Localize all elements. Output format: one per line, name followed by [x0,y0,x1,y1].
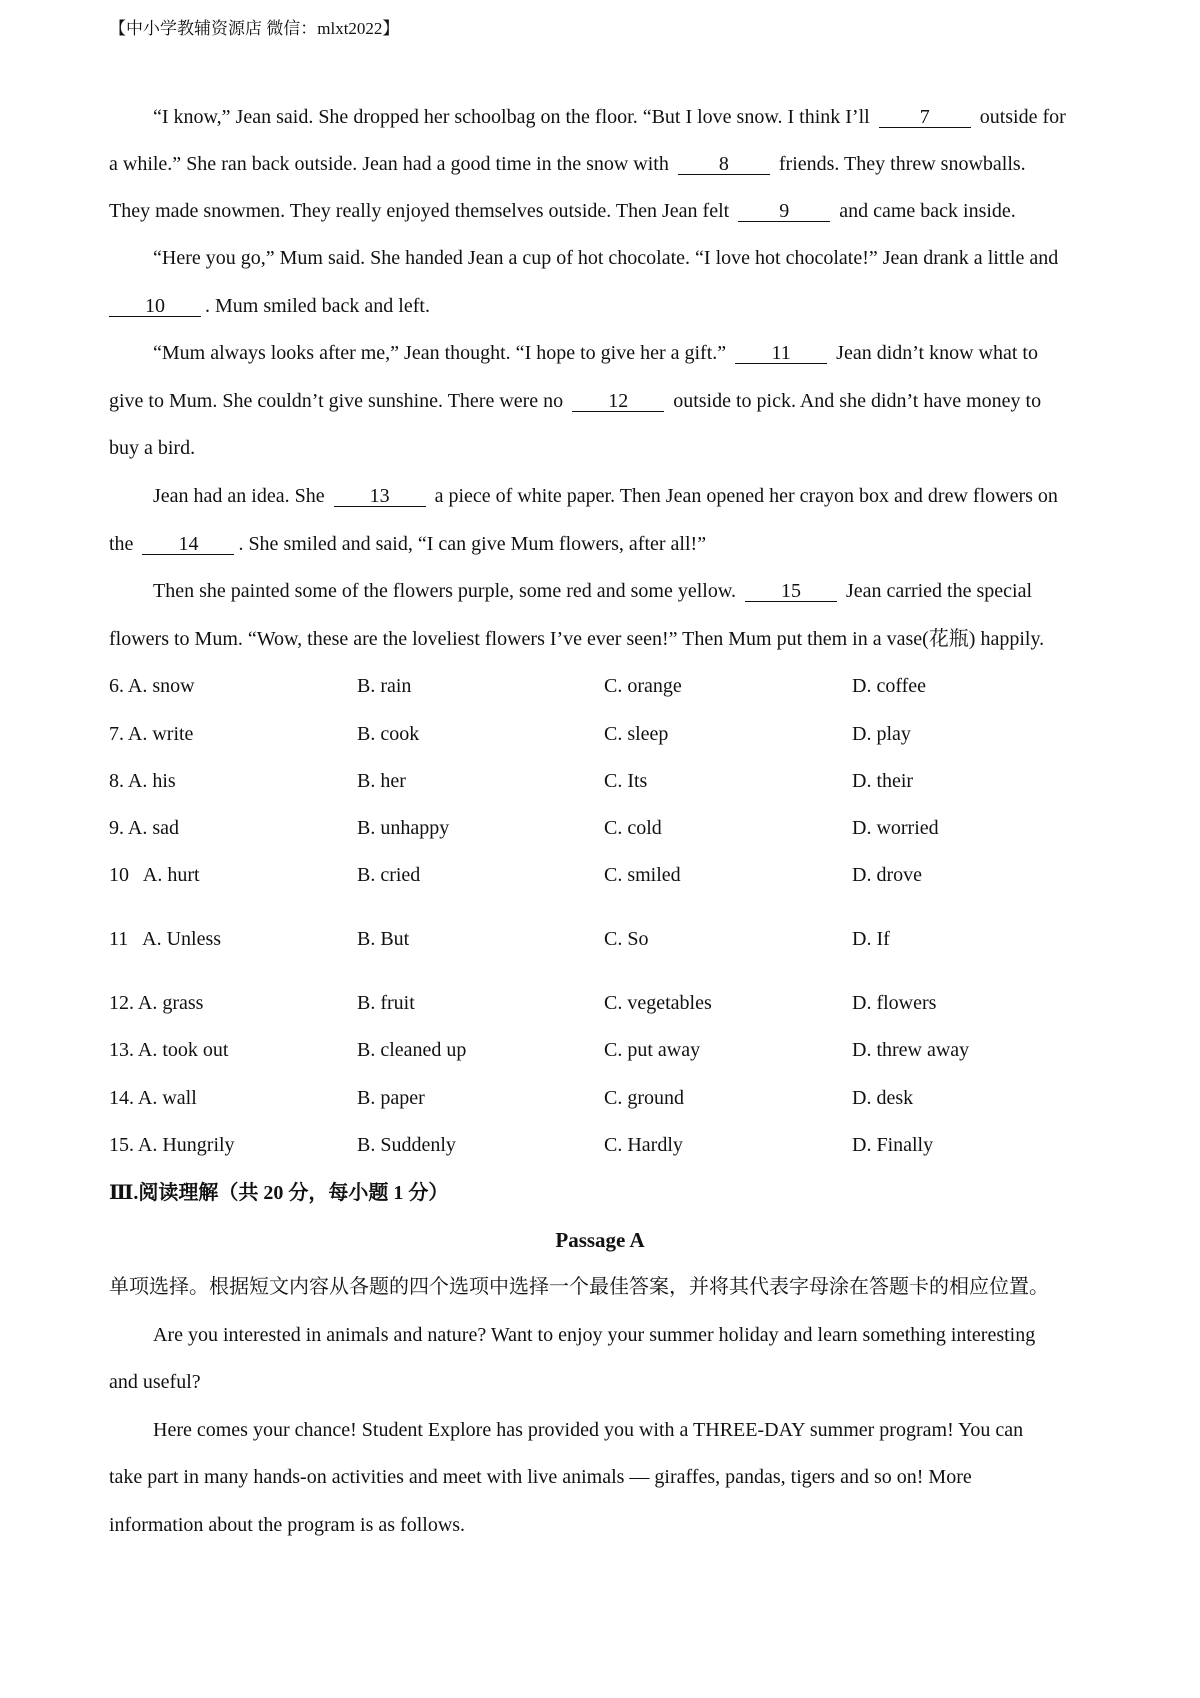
passage-line: flowers to Mum. “Wow, these are the loveliest flowers I’ve ever seen!” Then Mum put them in a vase(花瓶) happily. [109,628,1045,650]
option-15-C: C. Hardly [604,1134,683,1156]
option-11-A: 11 A. Unless [109,928,222,950]
option-6-C: C. orange [604,675,682,697]
passage-title: Passage A [555,1228,645,1252]
option-8-A: 8. A. his [109,770,176,792]
text: Jean carried the special [846,580,1033,602]
option-10-B: B. cried [357,864,421,886]
text: “I know,” Jean said. She dropped her schoolbag on the floor. “But I love snow. I think I’ll [153,106,870,128]
option-8-D: D. their [852,770,914,792]
paragraph-line: information about the program is as follows. [109,1514,466,1536]
text: Then she painted some of the flowers purple, some red and some yellow. [153,580,736,602]
option-9-C: C. cold [604,817,662,839]
option-6-A: 6. A. snow [109,675,195,697]
option-7-A: 7. A. write [109,723,194,745]
option-7-D: D. play [852,723,911,745]
option-8-B: B. her [357,770,406,792]
text: a piece of white paper. Then Jean opened her crayon box and drew flowers on [434,485,1058,507]
option-12-D: D. flowers [852,992,937,1014]
passage-line [153,579,1032,603]
option-9-A: 9. A. sad [109,817,179,839]
option-11-D: D. If [852,928,890,950]
option-14-A: 14. A. wall [109,1087,197,1109]
passage-line [109,199,1016,223]
text: friends. They threw snowballs. [778,153,1026,175]
text: . Mum smiled back and left. [205,295,430,317]
text: They made snowmen. They really enjoyed themselves outside. Then Jean felt [109,200,730,222]
option-6-B: B. rain [357,675,412,697]
option-7-C: C. sleep [604,723,669,745]
option-10-C: C. smiled [604,864,681,886]
option-14-D: D. desk [852,1087,914,1109]
option-9-B: B. unhappy [357,817,450,839]
option-15-A: 15. A. Hungrily [109,1134,235,1156]
blank-11: 11 [735,343,827,364]
watermark-header: 【中小学教辅资源店 微信：mlxt2022】 [109,19,400,38]
text: Jean had an idea. She [153,485,325,507]
blank-13: 13 [334,486,426,507]
passage-line [109,532,706,556]
option-10-D: D. drove [852,864,922,886]
option-10-A: 10 A. hurt [109,864,200,886]
option-13-C: C. put away [604,1039,701,1061]
instruction: 单项选择。根据短文内容从各题的四个选项中选择一个最佳答案，并将其代表字母涂在答题卡的相应位置。 [109,1276,1049,1298]
option-13-A: 13. A. took out [109,1039,229,1061]
option-12-C: C. vegetables [604,992,712,1014]
blank-12: 12 [572,391,664,412]
blank-10: 10 [109,296,201,317]
section-heading: Ⅲ.阅读理解（共 20 分，每小题 1 分） [109,1182,449,1204]
passage-line: buy a bird. [109,437,196,459]
paragraph-line: and useful? [109,1371,201,1393]
text: the [109,533,134,555]
paragraph-line: Are you interested in animals and nature? Want to enjoy your summer holiday and learn something interesting [153,1324,1036,1346]
option-11-C: C. So [604,928,649,950]
blank-15: 15 [745,581,837,602]
option-12-A: 12. A. grass [109,992,204,1014]
option-15-D: D. Finally [852,1134,934,1156]
passage-line [153,484,1058,508]
option-6-D: D. coffee [852,675,927,697]
passage-line [109,294,430,318]
option-15-B: B. Suddenly [357,1134,456,1156]
text: “Mum always looks after me,” Jean thought. “I hope to give her a gift.” [153,342,727,364]
paragraph-line: Here comes your chance! Student Explore has provided you with a THREE-DAY summer program! You can [153,1419,1024,1441]
blank-8: 8 [678,154,770,175]
option-9-D: D. worried [852,817,939,839]
option-8-C: C. Its [604,770,648,792]
passage-line: “Here you go,” Mum said. She handed Jean a cup of hot chocolate. “I love hot chocolate!” Jean drank a little and [153,247,1059,269]
option-13-D: D. threw away [852,1039,970,1061]
text: a while.” She ran back outside. Jean had a good time in the snow with [109,153,669,175]
blank-9: 9 [738,201,830,222]
blank-7: 7 [879,107,971,128]
option-14-B: B. paper [357,1087,425,1109]
option-11-B: B. But [357,928,410,950]
blank-14: 14 [142,534,234,555]
text: . She smiled and said, “I can give Mum flowers, after all!” [238,533,707,555]
option-7-B: B. cook [357,723,420,745]
text: give to Mum. She couldn’t give sunshine. There were no [109,390,564,412]
text: outside for [979,106,1066,128]
text: and came back inside. [839,200,1016,222]
option-12-B: B. fruit [357,992,415,1014]
passage-line [109,389,1041,413]
paragraph-line: take part in many hands-on activities and meet with live animals — giraffes, pandas, tigers and so on! More [109,1466,972,1488]
text: outside to pick. And she didn’t have money to [673,390,1042,412]
passage-line [153,105,1066,129]
option-14-C: C. ground [604,1087,684,1109]
passage-line [153,341,1038,365]
option-13-B: B. cleaned up [357,1039,467,1061]
passage-line [109,152,1026,176]
text: Jean didn’t know what to [836,342,1038,364]
